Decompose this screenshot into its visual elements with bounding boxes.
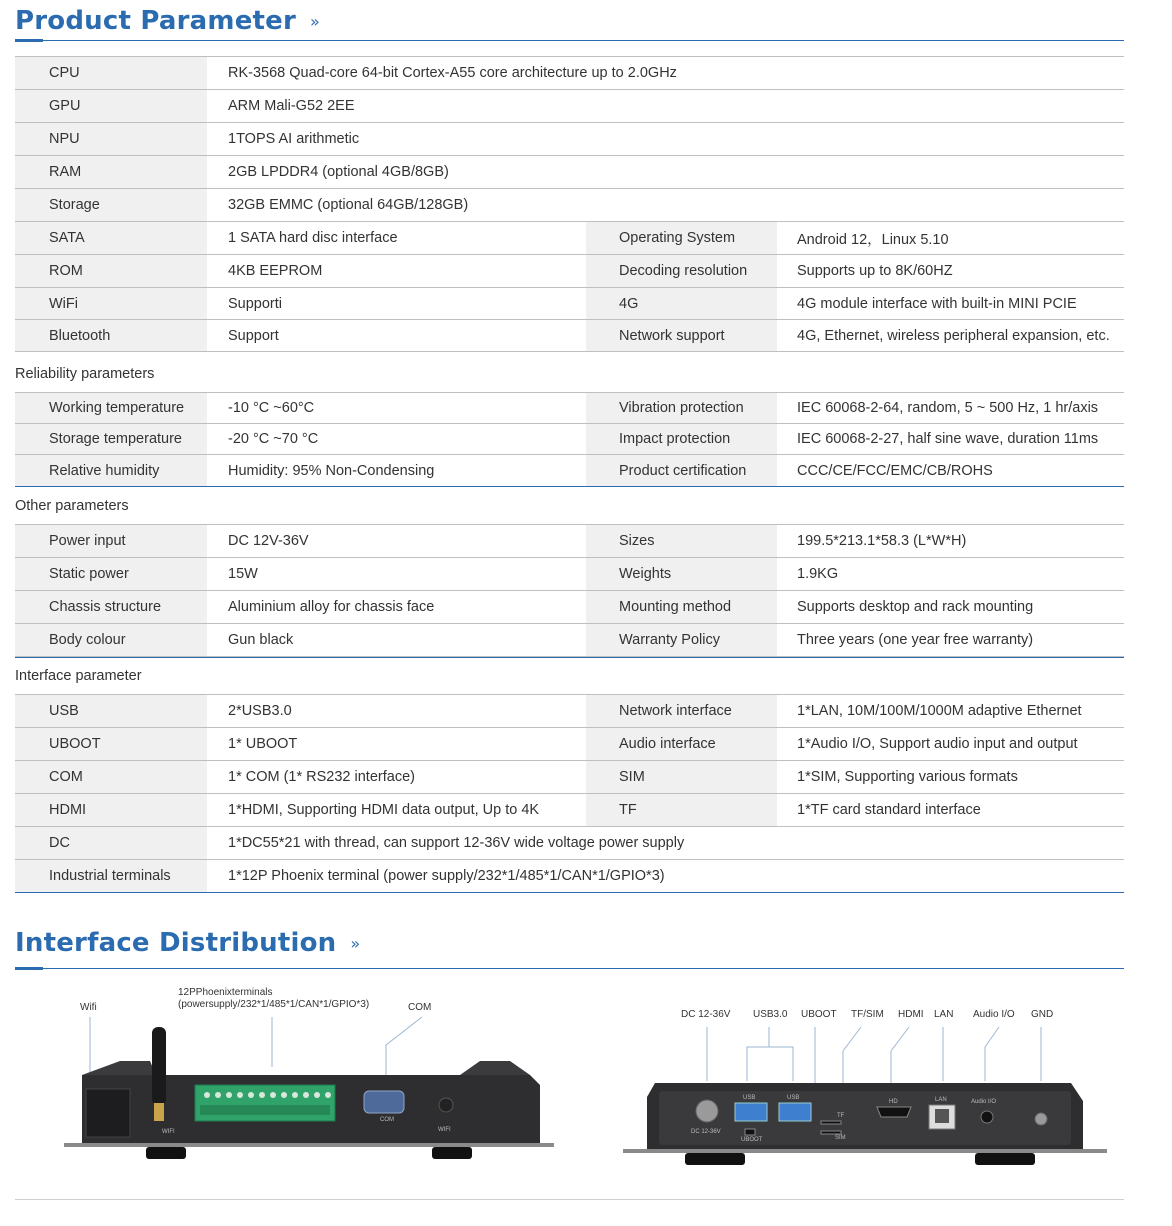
usb-label: USB3.0 — [753, 1009, 788, 1020]
param-value: 4KB EEPROM — [228, 263, 323, 279]
param-value: 1 SATA hard disc interface — [228, 230, 398, 246]
panel-dc-text: DC 12-36V — [691, 1129, 721, 1135]
param-value: Supporti — [228, 295, 283, 312]
param-value: 1*SIM, Supporting various formats — [797, 769, 1018, 785]
table-row — [15, 591, 1124, 624]
chevron-icon: » — [350, 934, 361, 953]
section-rule — [15, 968, 1124, 969]
param-label: SIM — [586, 761, 777, 793]
panel-com-text: COM — [380, 1117, 394, 1123]
param-label: Network interface — [586, 695, 777, 727]
param-value: 2*USB3.0 — [228, 703, 292, 719]
gnd-label: GND — [1031, 1009, 1054, 1020]
param-value: 32GB EMMC (optional 64GB/128GB) — [228, 197, 469, 213]
param-value: IEC 60068-2-64, random, 5 ~ 500 Hz, 1 hr/axis — [797, 400, 1099, 416]
param-label: Storage temperature — [15, 424, 207, 454]
panel-uboot-text: UBOOT — [741, 1137, 763, 1143]
front-panel-image — [60, 985, 570, 1170]
dc-label: DC 12-36V — [681, 1009, 731, 1020]
param-value: Support — [228, 327, 279, 344]
param-value: 2GB LPDDR4 (optional 4GB/8GB) — [228, 164, 449, 180]
param-label: Body colour — [15, 624, 207, 656]
param-label: Network support — [586, 320, 777, 351]
section-rule — [15, 40, 1124, 41]
param-value: 1TOPS AI arithmetic — [228, 131, 360, 147]
group-bottom-rule — [15, 657, 1124, 658]
param-label: Industrial terminals — [15, 860, 207, 892]
front-panel-diagram — [60, 985, 570, 1170]
param-value: 4G module interface with built-in MINI PCIE — [797, 295, 1077, 312]
panel-tf-text: TF — [837, 1113, 845, 1119]
param-label: TF — [586, 794, 777, 826]
panel-wifi-text: WIFI — [162, 1129, 175, 1135]
audio-label: Audio I/O — [973, 1009, 1015, 1020]
table-row — [15, 288, 1124, 320]
lan-label: LAN — [934, 1009, 954, 1020]
param-label: Product certification — [586, 455, 777, 486]
panel-audio-text: Audio I/O — [971, 1099, 997, 1105]
param-value: 199.5*213.1*58.3 (L*W*H) — [797, 533, 967, 549]
chevron-icon: » — [310, 12, 321, 31]
param-value: Aluminium alloy for chassis face — [228, 599, 435, 615]
param-label: Vibration protection — [586, 393, 777, 423]
param-value: Gun black — [228, 632, 294, 648]
param-label: Impact protection — [586, 424, 777, 454]
param-value: -20 °C ~70 °C — [228, 431, 319, 447]
rear-panel-diagram — [615, 1005, 1115, 1170]
com-label: COM — [408, 1002, 432, 1013]
param-label: CPU — [15, 57, 207, 89]
rear-panel-image — [615, 1005, 1115, 1170]
param-label: HDMI — [15, 794, 207, 826]
table-row — [15, 424, 1124, 455]
table-row — [15, 728, 1124, 761]
param-value: 15W — [228, 566, 258, 582]
table-row — [15, 860, 1124, 893]
tfsim-label: TF/SIM — [851, 1009, 884, 1020]
param-value: Supports desktop and rack mounting — [797, 599, 1034, 615]
param-label: NPU — [15, 123, 207, 155]
panel-wifi2-text: WIFI — [438, 1127, 451, 1133]
group-bottom-rule — [15, 486, 1124, 487]
param-label: GPU — [15, 90, 207, 122]
panel-lan-text: LAN — [935, 1097, 947, 1103]
param-label: Operating System — [586, 222, 777, 254]
param-label: Warranty Policy — [586, 624, 777, 656]
param-label: Relative humidity — [15, 455, 207, 486]
section-rule-accent — [15, 39, 43, 42]
param-value: -10 °C ~60°C — [228, 400, 315, 416]
panel-usb2-text: USB — [787, 1095, 800, 1101]
table-row — [15, 624, 1124, 657]
param-label: RAM — [15, 156, 207, 188]
product-parameter-title: Product Parameter » — [15, 6, 321, 36]
table-row — [15, 222, 1124, 255]
table-row — [15, 455, 1124, 487]
param-value: Humidity: 95% Non-Condensing — [228, 462, 435, 479]
uboot-label: UBOOT — [801, 1009, 837, 1020]
group-bottom-rule — [15, 892, 1124, 893]
terminals-label-line2: (powersupply/232*1/485*1/CAN*1/GPIO*3) — [178, 999, 370, 1010]
param-label: USB — [15, 695, 207, 727]
param-label: SATA — [15, 222, 207, 254]
param-label: UBOOT — [15, 728, 207, 760]
param-value: 1*TF card standard interface — [797, 802, 981, 818]
param-value: Three years (one year free warranty) — [797, 632, 1034, 648]
param-label: Decoding resolution — [586, 255, 777, 287]
table-row — [15, 827, 1124, 860]
table-row — [15, 794, 1124, 827]
param-value: 1.9KG — [797, 566, 839, 582]
panel-usb1-text: USB — [743, 1095, 756, 1101]
param-value: ARM Mali-G52 2EE — [228, 98, 355, 114]
table-row — [15, 558, 1124, 591]
param-value: 4G, Ethernet, wireless peripheral expansion, etc. — [797, 327, 1110, 344]
section-rule-accent — [15, 967, 43, 970]
table-row — [15, 761, 1124, 794]
group-title-reliability: Reliability parameters — [15, 366, 155, 382]
bottom-divider — [15, 1199, 1124, 1200]
param-value: RK-3568 Quad-core 64-bit Cortex-A55 core architecture up to 2.0GHz — [228, 65, 677, 81]
group-title-interface: Interface parameter — [15, 668, 142, 684]
param-label: Working temperature — [15, 393, 207, 423]
param-value: Android 12，Linux 5.10 — [797, 231, 949, 248]
param-value: 1* COM (1* RS232 interface) — [228, 769, 415, 785]
param-value: 1*Audio I/O, Support audio input and output — [797, 736, 1078, 752]
param-label: Power input — [15, 525, 207, 557]
param-label: WiFi — [15, 288, 207, 319]
table-row — [15, 123, 1124, 156]
param-label: DC — [15, 827, 207, 859]
table-row — [15, 189, 1124, 222]
table-row — [15, 695, 1124, 728]
param-value: 1*HDMI, Supporting HDMI data output, Up to 4K — [228, 802, 540, 818]
table-row — [15, 525, 1124, 558]
param-value: 1* UBOOT — [228, 736, 298, 752]
param-value: IEC 60068-2-27, half sine wave, duration 11ms — [797, 431, 1099, 447]
wifi-label: Wifi — [80, 1002, 97, 1013]
table-row — [15, 156, 1124, 189]
panel-hd-text: HD — [889, 1099, 898, 1105]
interface-distribution-title: Interface Distribution » — [15, 928, 361, 958]
param-label: Weights — [586, 558, 777, 590]
param-label: 4G — [586, 288, 777, 319]
table-row — [15, 320, 1124, 352]
panel-sim-text: SIM — [835, 1135, 846, 1141]
param-value: 1*LAN, 10M/100M/1000M adaptive Ethernet — [797, 703, 1082, 719]
param-label: Chassis structure — [15, 591, 207, 623]
param-label: Storage — [15, 189, 207, 221]
param-label: Bluetooth — [15, 320, 207, 351]
hdmi-label: HDMI — [898, 1009, 924, 1020]
table-row — [15, 57, 1124, 90]
param-label: ROM — [15, 255, 207, 287]
table-row — [15, 393, 1124, 424]
param-value: Supports up to 8K/60HZ — [797, 263, 953, 279]
param-value: 1*DC55*21 with thread, can support 12-36V wide voltage power supply — [228, 835, 685, 851]
param-value: 1*12P Phoenix terminal (power supply/232*1/485*1/CAN*1/GPIO*3) — [228, 868, 665, 884]
param-label: Audio interface — [586, 728, 777, 760]
param-value: CCC/CE/FCC/EMC/CB/ROHS — [797, 462, 993, 479]
table-row — [15, 90, 1124, 123]
param-label: Mounting method — [586, 591, 777, 623]
group-title-other: Other parameters — [15, 498, 129, 514]
param-label: Sizes — [586, 525, 777, 557]
terminals-label-line1: 12PPhoenixterminals — [178, 987, 273, 998]
param-value: DC 12V-36V — [228, 533, 309, 549]
param-label: Static power — [15, 558, 207, 590]
param-label: COM — [15, 761, 207, 793]
table-row — [15, 255, 1124, 288]
